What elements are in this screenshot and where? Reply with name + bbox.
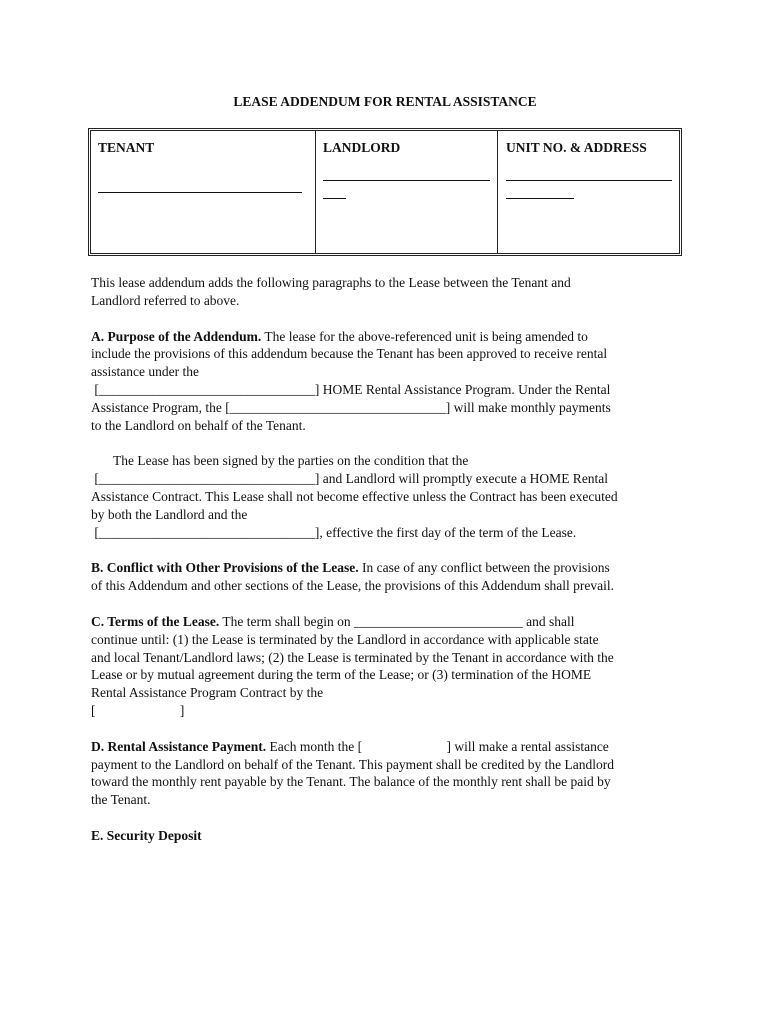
contract-party-blank: [________________________________] [91,524,320,540]
tenant-name-line [98,192,302,193]
paying-agency-blank: [ ] [357,738,451,754]
executing-party-blank: [________________________________] [91,471,320,487]
section-c-heading: C. Terms of the Lease. [91,613,220,629]
section-e-paragraph [91,827,621,845]
section-b-heading: B. Conflict with Other Provisions of the Lease. [91,560,359,576]
tenant-label: TENANT [98,140,155,155]
landlord-name-line-2 [323,198,346,199]
section-d-heading: D. Rental Assistance Payment. [91,738,267,754]
section-a-paragraph-1 [91,328,621,435]
section-d-text-1: Each month the [269,738,358,754]
payer-blank: [________________________________] [225,399,451,415]
section-c-paragraph [91,613,621,720]
section-e-heading: E. Security Deposit [91,827,202,843]
document-body [91,274,621,863]
intro-paragraph: This lease addendum adds the following paragraphs to the Lease between the Tenant and Landlord referred to above. [91,275,571,308]
header-table [91,131,679,253]
section-b-text: In case of any conflict between the provisions of this Addendum and other sections of the Lease, the provisions of this Addendum shall prevail. [91,560,615,594]
section-d-paragraph [91,738,621,809]
section-c-text-2: and shall continue until: (1) the Lease is terminated by the Landlord in accordance with applicable state and local Tenant/Landlord laws; (2) the Lease is terminated by the Tenant in accordance with the Lease or by mutual agreement during the term of the Lease; or (3) termination of the HOME Rental Assistance Program Contract by the [91,613,614,701]
program-name-blank: [________________________________] [91,381,320,397]
section-a-paragraph-2 [91,452,621,541]
section-a-text-3: will make monthly payments to the Landlord on behalf of the Tenant. [91,399,611,433]
section-a-text-4: The Lease has been signed by the parties on the condition that the [113,453,469,469]
section-a-text-5: and Landlord will promptly execute a HOME Rental Assistance Contract. This Lease shall not become effective unless the Contract has been executed by both the Landlord and the [91,471,618,522]
terminating-party-blank: [ ] [91,702,185,718]
landlord-label: LANDLORD [323,140,401,155]
unit-address-label: UNIT NO. & ADDRESS [506,140,647,155]
document-title: LEASE ADDENDUM FOR RENTAL ASSISTANCE [233,94,537,109]
section-a-text-1: The lease for the above-referenced unit is being amended to include the provisions of this addendum because the Tenant has been approved to receive rental assistance under the [91,328,608,380]
unit-address-cell [497,131,679,253]
section-a-text-2: HOME Rental Assistance Program. Under the Rental Assistance Program, the [91,381,611,415]
section-a-heading: A. Purpose of the Addendum. [91,328,262,344]
unit-address-line-2 [506,198,574,199]
unit-address-line-1 [506,180,672,181]
landlord-cell [315,131,497,253]
section-d-text-2: will make a rental assistance payment to the Landlord on behalf of the Tenant. This payment shall be credited by the Landlord toward the monthly rent payable by the Tenant. The balance of the monthly rent shall be paid by the Tenant. [91,738,615,808]
section-c-text-1: The term shall begin on [222,613,354,629]
tenant-cell [91,131,315,253]
term-start-date-blank: _________________________ [353,613,523,629]
section-b-paragraph [91,559,621,595]
landlord-name-line-1 [323,180,490,181]
section-a-text-6: , effective the first day of the term of the Lease. [319,524,577,540]
